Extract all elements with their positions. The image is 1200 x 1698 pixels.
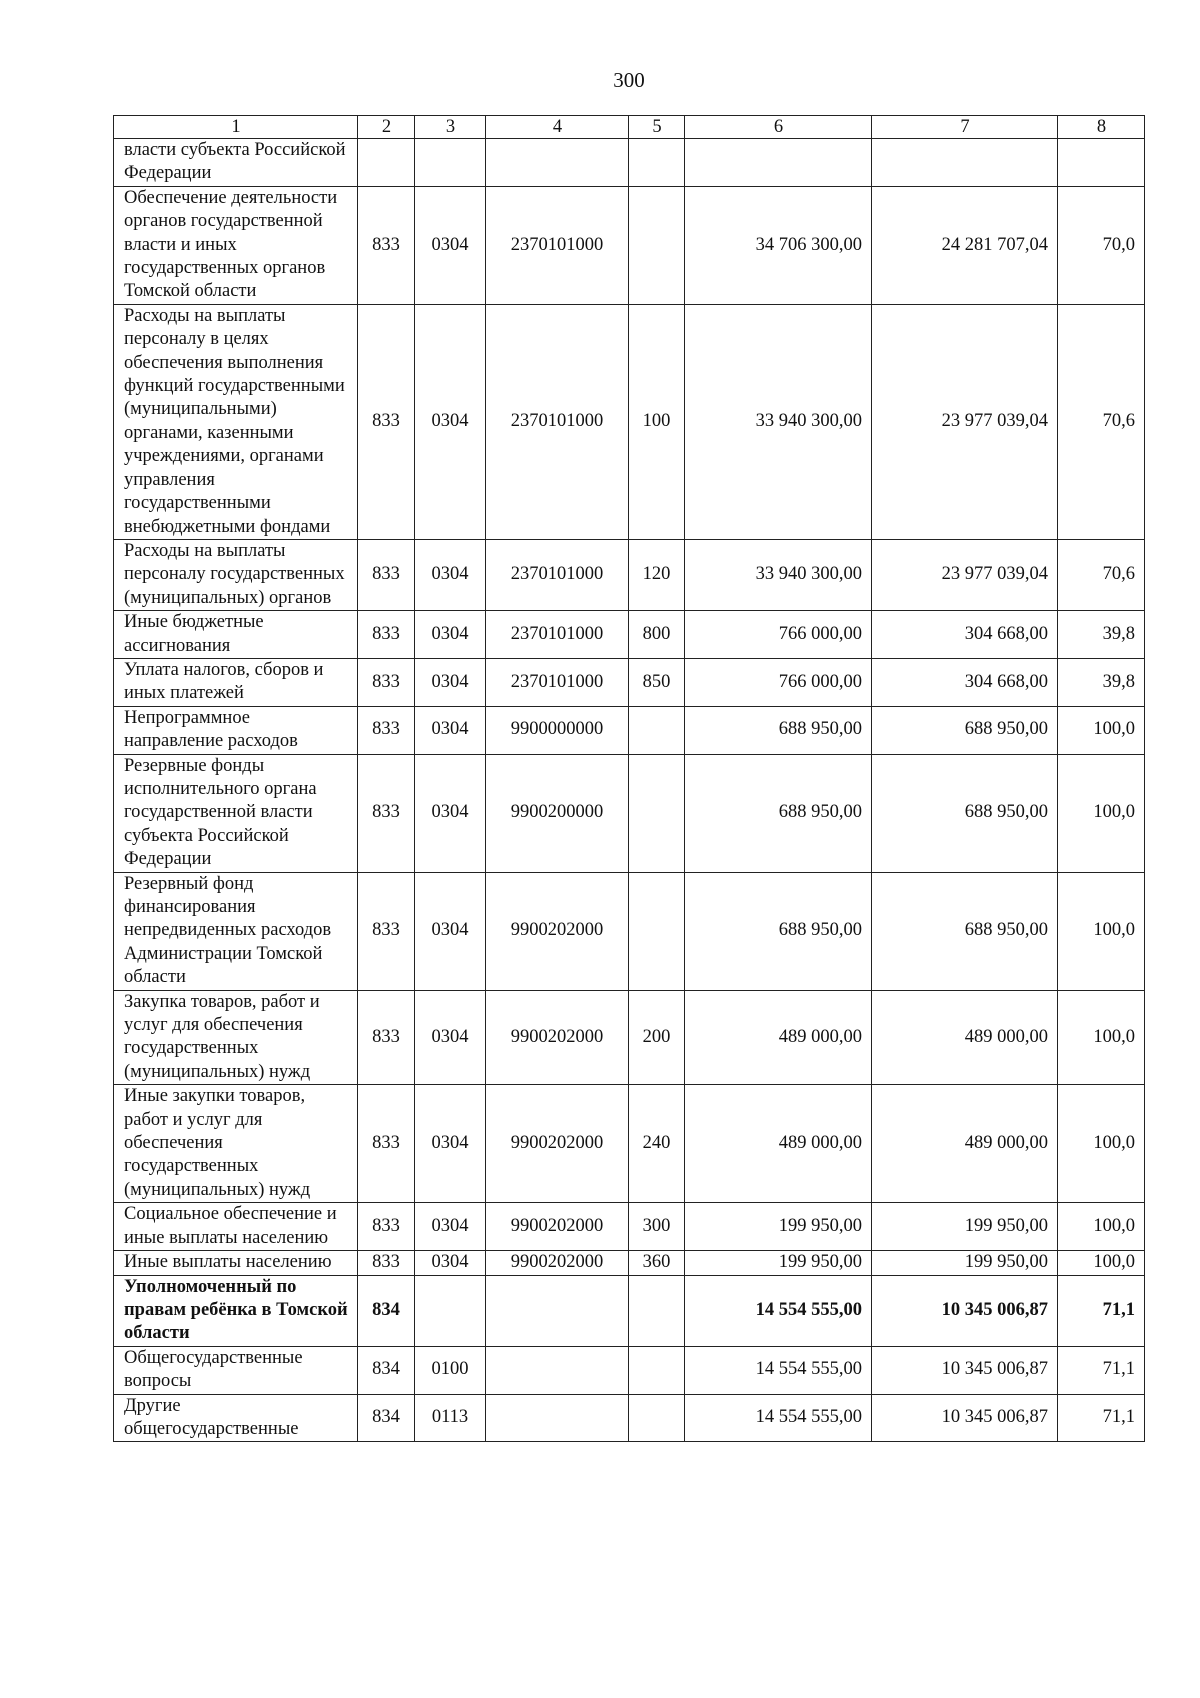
section-cell: 0304 — [415, 1085, 486, 1203]
name-cell: Другие общегосударственные — [114, 1394, 358, 1442]
header-cell-8: 8 — [1058, 116, 1145, 139]
name-cell: Иные бюджетные ассигнования — [114, 611, 358, 659]
section-cell: 0304 — [415, 304, 486, 539]
actual-cell: 23 977 039,04 — [872, 539, 1058, 610]
target-article-cell: 9900202000 — [486, 1203, 629, 1251]
section-cell: 0113 — [415, 1394, 486, 1442]
plan-cell: 33 940 300,00 — [685, 539, 872, 610]
name-cell: Расходы на выплаты персоналу в целях обеспечения выполнения функций государственными (муниципальными) органами, казенными учреждениями, органами управления государственными внебюджетными фондами — [114, 304, 358, 539]
table-row — [114, 1203, 1145, 1251]
plan-cell: 688 950,00 — [685, 706, 872, 754]
percent-cell: 70,6 — [1058, 539, 1145, 610]
admin-code-cell: 833 — [358, 304, 415, 539]
actual-cell: 23 977 039,04 — [872, 304, 1058, 539]
percent-cell: 71,1 — [1058, 1394, 1145, 1442]
section-cell: 0304 — [415, 186, 486, 304]
header-row — [114, 116, 1145, 139]
admin-code-cell: 833 — [358, 1203, 415, 1251]
header-cell-2: 2 — [358, 116, 415, 139]
admin-code-cell — [358, 139, 415, 187]
percent-cell: 39,8 — [1058, 658, 1145, 706]
expense-type-cell — [629, 872, 685, 990]
table-row — [114, 1346, 1145, 1394]
target-article-cell — [486, 1394, 629, 1442]
target-article-cell: 9900000000 — [486, 706, 629, 754]
actual-cell — [872, 139, 1058, 187]
plan-cell: 766 000,00 — [685, 658, 872, 706]
actual-cell: 688 950,00 — [872, 754, 1058, 872]
plan-cell: 199 950,00 — [685, 1251, 872, 1275]
table-row — [114, 611, 1145, 659]
table-body — [114, 139, 1145, 1442]
target-article-cell: 2370101000 — [486, 186, 629, 304]
expense-type-cell: 800 — [629, 611, 685, 659]
target-article-cell — [486, 1346, 629, 1394]
plan-cell: 33 940 300,00 — [685, 304, 872, 539]
section-cell: 0304 — [415, 872, 486, 990]
admin-code-cell: 834 — [358, 1346, 415, 1394]
expense-type-cell: 200 — [629, 990, 685, 1085]
plan-cell: 14 554 555,00 — [685, 1346, 872, 1394]
page-number: 300 — [613, 68, 645, 92]
plan-cell: 489 000,00 — [685, 990, 872, 1085]
table-row — [114, 539, 1145, 610]
section-cell — [415, 139, 486, 187]
header-cell-1: 1 — [114, 116, 358, 139]
target-article-cell — [486, 1275, 629, 1346]
target-article-cell: 9900202000 — [486, 872, 629, 990]
section-cell: 0304 — [415, 1203, 486, 1251]
header-cell-7: 7 — [872, 116, 1058, 139]
name-cell: Резервный фонд финансирования непредвиденных расходов Администрации Томской области — [114, 872, 358, 990]
actual-cell: 489 000,00 — [872, 1085, 1058, 1203]
expense-type-cell: 300 — [629, 1203, 685, 1251]
header-cell-5: 5 — [629, 116, 685, 139]
header-cell-3: 3 — [415, 116, 486, 139]
target-article-cell: 9900202000 — [486, 990, 629, 1085]
percent-cell: 100,0 — [1058, 990, 1145, 1085]
budget-table — [113, 115, 1145, 1442]
expense-type-cell — [629, 1394, 685, 1442]
admin-code-cell: 833 — [358, 706, 415, 754]
name-cell: Обеспечение деятельности органов государственной власти и иных государственных органов Томской области — [114, 186, 358, 304]
percent-cell: 70,0 — [1058, 186, 1145, 304]
expense-type-cell — [629, 1275, 685, 1346]
section-cell: 0304 — [415, 706, 486, 754]
table-row — [114, 872, 1145, 990]
actual-cell: 489 000,00 — [872, 990, 1058, 1085]
percent-cell: 100,0 — [1058, 1085, 1145, 1203]
table-row — [114, 658, 1145, 706]
actual-cell: 199 950,00 — [872, 1251, 1058, 1275]
target-article-cell: 9900202000 — [486, 1251, 629, 1275]
table-row — [114, 139, 1145, 187]
header-cell-4: 4 — [486, 116, 629, 139]
plan-cell: 489 000,00 — [685, 1085, 872, 1203]
admin-code-cell: 833 — [358, 872, 415, 990]
section-cell — [415, 1275, 486, 1346]
table-row — [114, 304, 1145, 539]
expense-type-cell: 100 — [629, 304, 685, 539]
actual-cell: 24 281 707,04 — [872, 186, 1058, 304]
name-cell: Закупка товаров, работ и услуг для обеспечения государственных (муниципальных) нужд — [114, 990, 358, 1085]
plan-cell: 766 000,00 — [685, 611, 872, 659]
target-article-cell: 2370101000 — [486, 539, 629, 610]
plan-cell — [685, 139, 872, 187]
table-row — [114, 990, 1145, 1085]
expense-type-cell: 120 — [629, 539, 685, 610]
expense-type-cell — [629, 139, 685, 187]
admin-code-cell: 833 — [358, 539, 415, 610]
name-cell: Общегосударственные вопросы — [114, 1346, 358, 1394]
plan-cell: 199 950,00 — [685, 1203, 872, 1251]
name-cell: Расходы на выплаты персоналу государственных (муниципальных) органов — [114, 539, 358, 610]
section-cell: 0304 — [415, 754, 486, 872]
name-cell: Иные закупки товаров, работ и услуг для обеспечения государственных (муниципальных) нужд — [114, 1085, 358, 1203]
target-article-cell: 9900200000 — [486, 754, 629, 872]
actual-cell: 304 668,00 — [872, 658, 1058, 706]
section-cell: 0304 — [415, 611, 486, 659]
section-cell: 0304 — [415, 658, 486, 706]
percent-cell: 71,1 — [1058, 1275, 1145, 1346]
expense-type-cell — [629, 186, 685, 304]
percent-cell: 100,0 — [1058, 872, 1145, 990]
table-row — [114, 754, 1145, 872]
admin-code-cell: 833 — [358, 754, 415, 872]
target-article-cell: 2370101000 — [486, 658, 629, 706]
table-row — [114, 706, 1145, 754]
admin-code-cell: 833 — [358, 990, 415, 1085]
actual-cell: 10 345 006,87 — [872, 1394, 1058, 1442]
expense-type-cell: 850 — [629, 658, 685, 706]
plan-cell: 688 950,00 — [685, 754, 872, 872]
table-row — [114, 1085, 1145, 1203]
expense-type-cell: 360 — [629, 1251, 685, 1275]
name-cell: власти субъекта Российской Федерации — [114, 139, 358, 187]
percent-cell: 100,0 — [1058, 754, 1145, 872]
section-cell: 0304 — [415, 539, 486, 610]
plan-cell: 14 554 555,00 — [685, 1275, 872, 1346]
admin-code-cell: 834 — [358, 1275, 415, 1346]
actual-cell: 688 950,00 — [872, 872, 1058, 990]
admin-code-cell: 833 — [358, 611, 415, 659]
expense-type-cell — [629, 706, 685, 754]
section-cell: 0304 — [415, 1251, 486, 1275]
percent-cell — [1058, 139, 1145, 187]
name-cell: Резервные фонды исполнительного органа государственной власти субъекта Российской Федерации — [114, 754, 358, 872]
percent-cell: 100,0 — [1058, 1203, 1145, 1251]
name-cell: Социальное обеспечение и иные выплаты населению — [114, 1203, 358, 1251]
target-article-cell: 9900202000 — [486, 1085, 629, 1203]
actual-cell: 688 950,00 — [872, 706, 1058, 754]
table-row — [114, 1251, 1145, 1275]
admin-code-cell: 833 — [358, 1085, 415, 1203]
name-cell: Непрограммное направление расходов — [114, 706, 358, 754]
plan-cell: 688 950,00 — [685, 872, 872, 990]
actual-cell: 304 668,00 — [872, 611, 1058, 659]
name-cell: Уплата налогов, сборов и иных платежей — [114, 658, 358, 706]
table-row — [114, 1394, 1145, 1442]
header-cell-6: 6 — [685, 116, 872, 139]
section-cell: 0304 — [415, 990, 486, 1085]
expense-type-cell: 240 — [629, 1085, 685, 1203]
plan-cell: 34 706 300,00 — [685, 186, 872, 304]
plan-cell: 14 554 555,00 — [685, 1394, 872, 1442]
actual-cell: 10 345 006,87 — [872, 1346, 1058, 1394]
table-row — [114, 186, 1145, 304]
section-cell: 0100 — [415, 1346, 486, 1394]
admin-code-cell: 833 — [358, 1251, 415, 1275]
expense-type-cell — [629, 1346, 685, 1394]
expense-type-cell — [629, 754, 685, 872]
table-row — [114, 1275, 1145, 1346]
target-article-cell: 2370101000 — [486, 611, 629, 659]
target-article-cell — [486, 139, 629, 187]
percent-cell: 70,6 — [1058, 304, 1145, 539]
name-cell: Уполномоченный по правам ребёнка в Томской области — [114, 1275, 358, 1346]
admin-code-cell: 834 — [358, 1394, 415, 1442]
percent-cell: 100,0 — [1058, 1251, 1145, 1275]
target-article-cell: 2370101000 — [486, 304, 629, 539]
name-cell: Иные выплаты населению — [114, 1251, 358, 1275]
admin-code-cell: 833 — [358, 186, 415, 304]
percent-cell: 71,1 — [1058, 1346, 1145, 1394]
percent-cell: 100,0 — [1058, 706, 1145, 754]
percent-cell: 39,8 — [1058, 611, 1145, 659]
admin-code-cell: 833 — [358, 658, 415, 706]
actual-cell: 199 950,00 — [872, 1203, 1058, 1251]
actual-cell: 10 345 006,87 — [872, 1275, 1058, 1346]
